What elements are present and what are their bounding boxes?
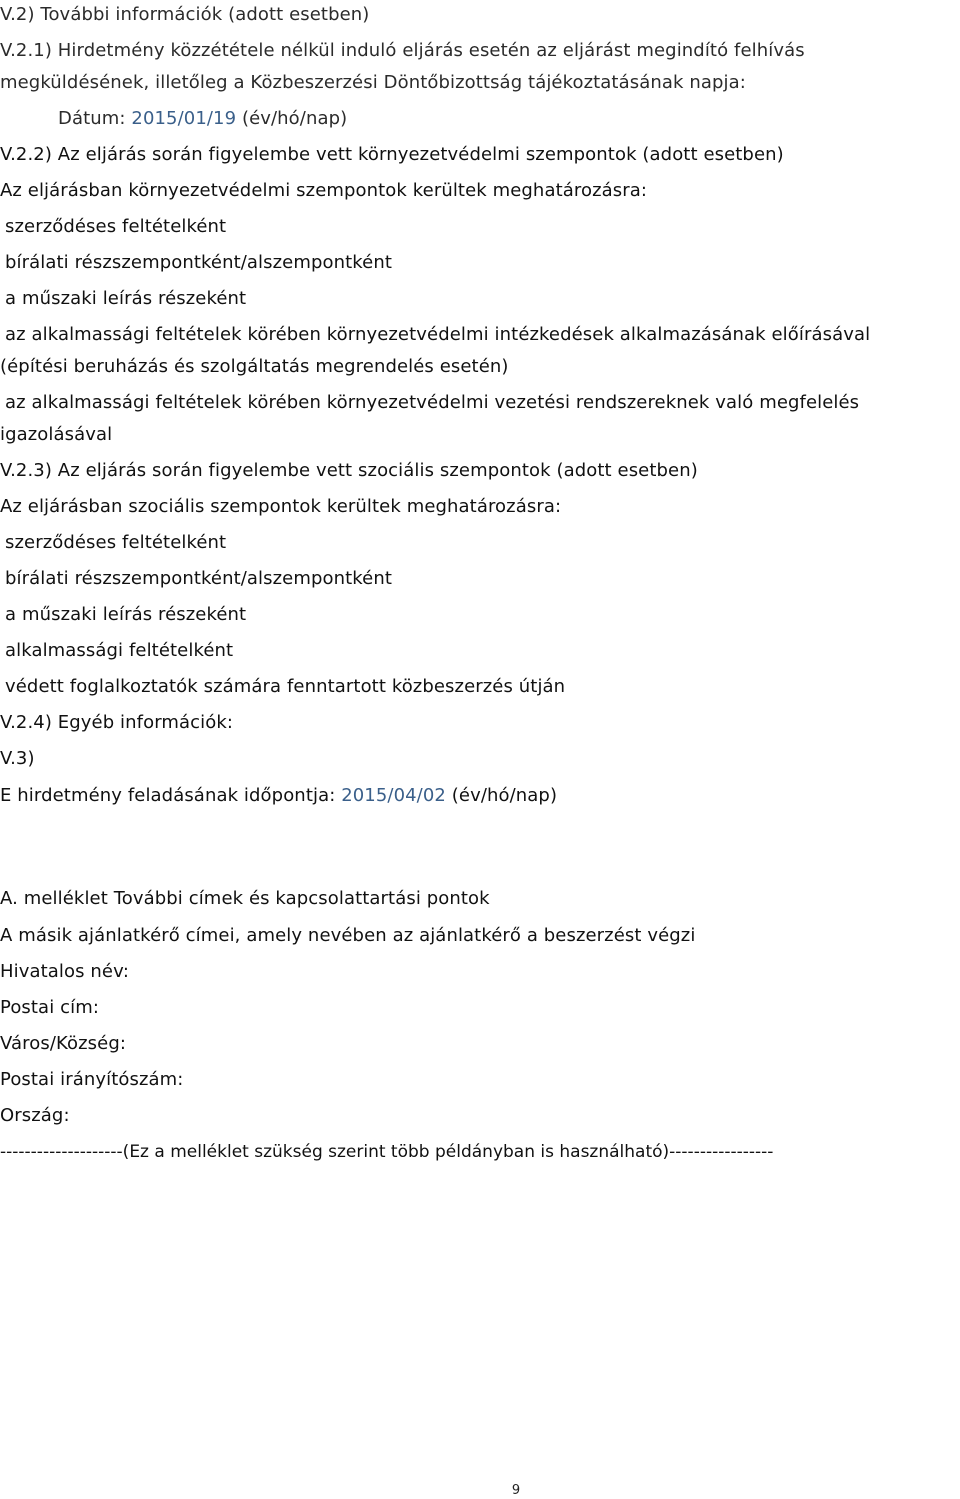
v23-item-contract: szerződéses feltételként [5, 532, 227, 553]
annex-subtitle: A másik ajánlatkérő címei, amely nevében az ajánlatkérő a beszerzést végzi [0, 925, 696, 946]
v22-item-criteria: bírálati részszempontként/alszempontként [5, 252, 392, 273]
v23-heading: V.2.3) Az eljárás során figyelembe vett szociális szempontok (adott esetben) [0, 460, 698, 481]
annex-field-city: Város/Község: [0, 1033, 127, 1054]
annex-field-country: Ország: [0, 1105, 70, 1126]
v22-item-suitability-systems-cont: igazolásával [0, 424, 113, 445]
v3-sent-format: (év/hó/nap) [445, 785, 558, 806]
v21-heading-line2: megküldésének, illetőleg a Közbeszerzési Döntőbizottság tájékoztatásának napja: [0, 72, 746, 93]
v3-sent-label: E hirdetmény feladásának időpontja: [0, 785, 342, 806]
section-title-v2: V.2) További információk (adott esetben) [0, 4, 370, 25]
annex-title: A. melléklet További címek és kapcsolattartási pontok [0, 888, 490, 909]
v21-date-format: (év/hó/nap) [236, 108, 348, 129]
annex-field-postal-code: Postai irányítószám: [0, 1069, 184, 1090]
v21-date-value: 2015/01/19 [131, 108, 237, 129]
v22-intro: Az eljárásban környezetvédelmi szempontok kerültek meghatározásra: [0, 180, 648, 201]
v22-item-contract: szerződéses feltételként [5, 216, 227, 237]
v23-item-suitability: alkalmassági feltételként [5, 640, 234, 661]
page-number: 9 [511, 1483, 521, 1498]
v21-date-label: Dátum: [58, 108, 132, 129]
annex-field-official-name: Hivatalos név: [0, 961, 130, 982]
v23-item-criteria: bírálati részszempontként/alszempontként [5, 568, 392, 589]
annex-field-postal-address: Postai cím: [0, 997, 100, 1018]
v24-heading: V.2.4) Egyéb információk: [0, 712, 234, 733]
v22-heading: V.2.2) Az eljárás során figyelembe vett környezetvédelmi szempontok (adott esetben) [0, 144, 784, 165]
v3-sent-row [0, 784, 557, 808]
v23-item-technical: a műszaki leírás részeként [5, 604, 247, 625]
annex-separator: --------------------(Ez a melléklet szükség szerint több példányban is használható)----------------- [0, 1142, 774, 1162]
v21-heading-line1: V.2.1) Hirdetmény közzététele nélkül induló eljárás esetén az eljárást megindító felhívás [0, 40, 805, 61]
v23-item-protected: védett foglalkoztatók számára fenntartott közbeszerzés útján [5, 676, 566, 697]
v22-item-suitability-measures: az alkalmassági feltételek körében környezetvédelmi intézkedések alkalmazásának előírásával [5, 324, 871, 345]
v22-item-suitability-systems: az alkalmassági feltételek körében környezetvédelmi vezetési rendszereknek való megfelelés [5, 392, 860, 413]
v23-intro: Az eljárásban szociális szempontok kerültek meghatározásra: [0, 496, 562, 517]
v21-date-row [58, 107, 347, 131]
v3-heading: V.3) [0, 748, 35, 769]
v22-item-technical: a műszaki leírás részeként [5, 288, 247, 309]
v3-sent-value: 2015/04/02 [341, 785, 446, 806]
v22-item-suitability-measures-cont: (építési beruházás és szolgáltatás megrendelés esetén) [0, 356, 509, 377]
